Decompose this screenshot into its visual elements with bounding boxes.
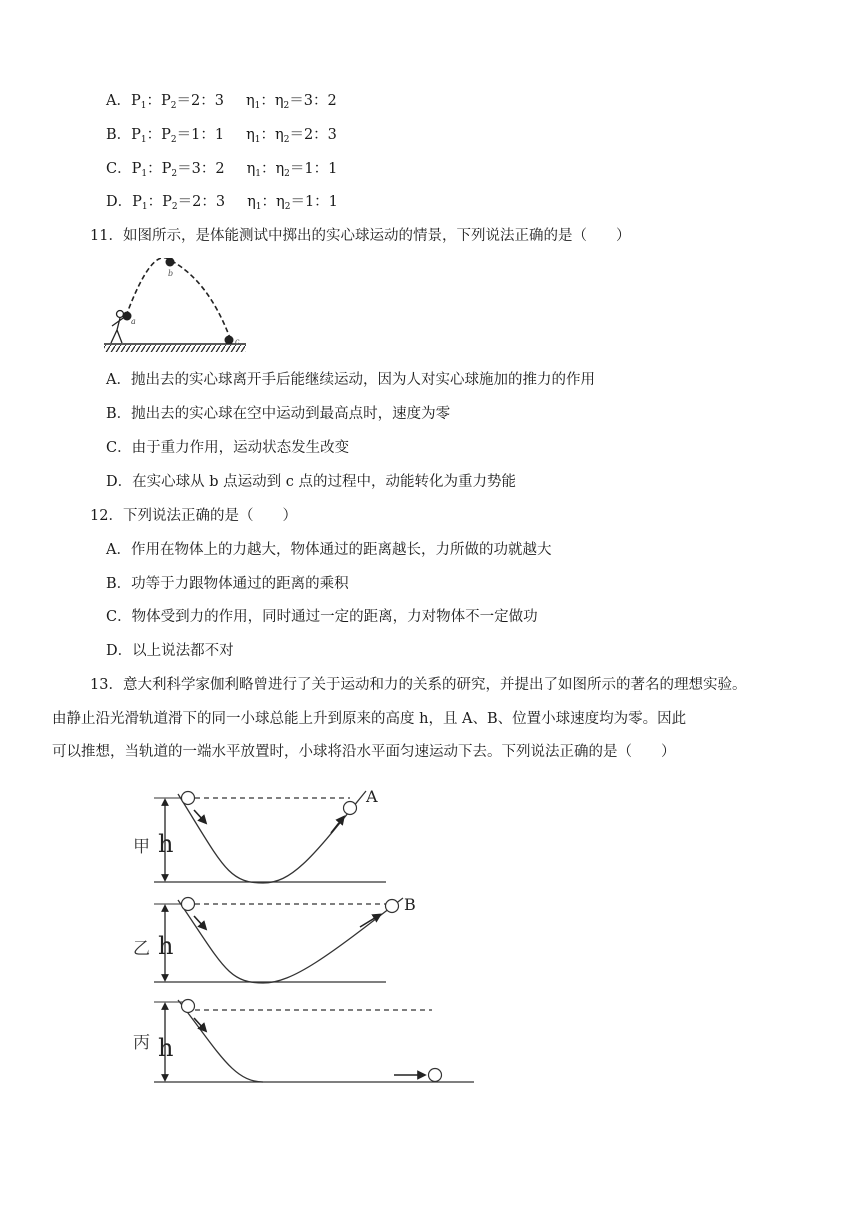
q10-option-c: C．$P_1$：$P_2=3$：2 $\eta_1$：$\eta_2=1$：1 bbox=[106, 161, 338, 179]
q12-option-b: B．功等于力跟物体通过的距离的乘积 bbox=[106, 576, 349, 592]
yi-track bbox=[178, 898, 403, 983]
q13-figure bbox=[128, 786, 488, 1091]
panel-jia bbox=[133, 787, 386, 883]
bing-ball-end bbox=[429, 1069, 442, 1082]
q12-option-c: C．物体受到力的作用，同时通过一定的距离，力对物体不一定做功 bbox=[106, 609, 538, 625]
trajectory-curve bbox=[126, 258, 230, 338]
jia-arrow-up bbox=[331, 819, 342, 833]
q11-stem: 11．如图所示，是体能测试中掷出的实心球运动的情景，下列说法正确的是（ ） bbox=[90, 228, 631, 244]
bing-label: 丙 bbox=[133, 1033, 150, 1053]
label-point-a: A bbox=[366, 787, 378, 806]
q10-option-d: D．$P_1$：$P_2=2$：3 $\eta_1$：$\eta_2=1$：1 bbox=[106, 194, 338, 212]
q12-option-a: A．作用在物体上的力越大，物体通过的距离越长，力所做的功就越大 bbox=[106, 542, 552, 558]
jia-track bbox=[178, 791, 366, 883]
q13-stem-line2: 由静止沿光滑轨道滑下的同一小球总能上升到原来的高度 h，且 A、B、位置小球速度均为零。因此 bbox=[52, 711, 687, 727]
label-a: a bbox=[131, 317, 136, 326]
jia-arrow-down bbox=[194, 810, 204, 821]
label-c: c bbox=[235, 337, 240, 346]
q12-option-d: D．以上说法都不对 bbox=[106, 643, 234, 659]
yi-arrow-up bbox=[360, 916, 378, 927]
yi-label: 乙 bbox=[133, 939, 150, 959]
q11-option-a: A．抛出去的实心球离开手后能继续运动，因为人对实心球施加的推力的作用 bbox=[106, 372, 595, 388]
label-point-b: B bbox=[404, 895, 416, 914]
q13-stem-line1: 13．意大利科学家伽利略曾进行了关于运动和力的关系的研究，并提出了如图所示的著名的理想实验。 bbox=[90, 677, 747, 693]
q13-stem-line3: 可以推想，当轨道的一端水平放置时，小球将沿水平面匀速运动下去。下列说法正确的是（ ） bbox=[52, 744, 676, 760]
label-b: b bbox=[168, 269, 174, 278]
jia-label: 甲 bbox=[133, 837, 150, 857]
bing-h-label: h bbox=[158, 1034, 174, 1062]
ball-c bbox=[225, 336, 234, 345]
yi-h-label: h bbox=[158, 932, 174, 960]
q12-stem: 12．下列说法正确的是（ ） bbox=[90, 508, 297, 524]
jia-ball-a bbox=[344, 802, 357, 815]
q10-option-a: A．$P_1$：$P_2=2$：3 $\eta_1$：$\eta_2=3$：2 bbox=[106, 93, 337, 111]
panel-bing bbox=[133, 1000, 474, 1083]
q11-figure bbox=[100, 258, 250, 358]
bing-ball-start bbox=[182, 1000, 195, 1013]
q11-option-c: C．由于重力作用，运动状态发生改变 bbox=[106, 440, 350, 456]
jia-h-label: h bbox=[158, 830, 174, 858]
yi-ball-start bbox=[182, 898, 195, 911]
q10-option-b: B．$P_1$：$P_2=1$：1 $\eta_1$：$\eta_2=2$：3 bbox=[106, 127, 337, 145]
q11-option-b: B．抛出去的实心球在空中运动到最高点时，速度为零 bbox=[106, 406, 451, 422]
yi-ball-b bbox=[386, 900, 399, 913]
ball-b bbox=[166, 258, 175, 267]
q11-option-d: D．在实心球从 b 点运动到 c 点的过程中，动能转化为重力势能 bbox=[106, 474, 516, 490]
ground-hatch bbox=[104, 345, 246, 352]
panel-yi bbox=[133, 895, 416, 983]
jia-ball-start bbox=[182, 792, 195, 805]
